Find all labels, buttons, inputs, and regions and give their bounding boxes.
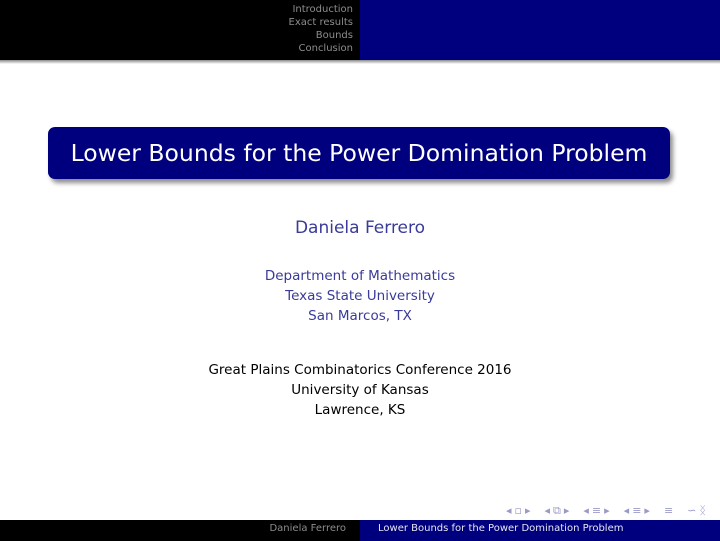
- align-icon[interactable]: ≡: [663, 504, 674, 517]
- section-icon[interactable]: ≡: [591, 504, 602, 517]
- frame-icon[interactable]: ▫: [514, 504, 522, 517]
- subsection-prev-icon[interactable]: ◂: [544, 504, 550, 517]
- section-prev-icon[interactable]: ◂: [583, 504, 589, 517]
- nav-section-conclusion[interactable]: Conclusion: [298, 43, 353, 54]
- event-line: Lawrence, KS: [314, 402, 406, 418]
- doc-prev-icon[interactable]: ◂: [623, 504, 630, 517]
- subsection-icon[interactable]: ⧉: [553, 504, 561, 517]
- subsection-next-icon[interactable]: ▸: [563, 504, 570, 517]
- frame-prev-icon[interactable]: ◂: [505, 504, 512, 517]
- doc-icon[interactable]: ≡: [632, 504, 642, 517]
- event-block: [0, 360, 720, 420]
- footer-author: Daniela Ferrero: [269, 523, 346, 534]
- event-line: University of Kansas: [291, 382, 429, 398]
- section-next-icon[interactable]: ▸: [604, 504, 610, 517]
- footer-bar: [0, 520, 720, 541]
- section-navigation: [289, 3, 353, 55]
- presentation-title: Lower Bounds for the Power Domination Problem: [70, 139, 648, 167]
- institute-line: Department of Mathematics: [264, 268, 456, 284]
- search-zoom-icon[interactable]: ᛝ: [699, 504, 706, 517]
- header-nav-bar: [0, 0, 720, 60]
- author-name: Daniela Ferrero: [294, 218, 426, 238]
- title-box: [48, 127, 670, 179]
- institute-line: Texas State University: [285, 288, 435, 304]
- beamer-navigation-symbols: [506, 503, 706, 519]
- institute-block: [0, 266, 720, 326]
- event-line: Great Plains Combinatorics Conference 2016: [208, 362, 512, 378]
- header-shadow: [0, 60, 720, 64]
- nav-section-exact-results[interactable]: Exact results: [288, 17, 353, 28]
- nav-section-bounds[interactable]: Bounds: [315, 30, 353, 41]
- frame-next-icon[interactable]: ▸: [524, 504, 531, 517]
- header-right-panel: [360, 0, 720, 60]
- nav-section-introduction[interactable]: Introduction: [292, 4, 353, 15]
- search-icon[interactable]: ∽: [687, 504, 697, 517]
- doc-next-icon[interactable]: ▸: [644, 504, 650, 517]
- footer-title: Lower Bounds for the Power Domination Problem: [378, 523, 624, 534]
- institute-line: San Marcos, TX: [308, 308, 412, 324]
